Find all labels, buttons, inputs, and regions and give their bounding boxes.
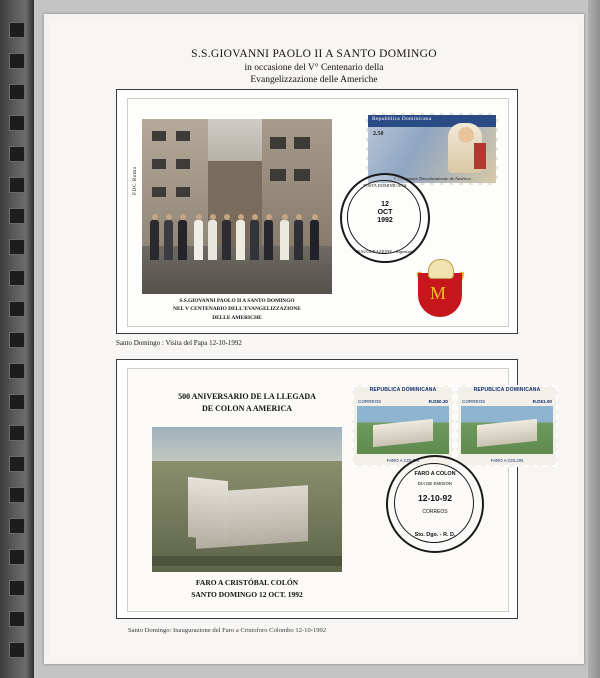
cover-panel-top bbox=[116, 89, 518, 334]
cover-bottom-caption-line2: SANTO DOMINGO 12 OCT. 1992 bbox=[191, 590, 303, 599]
photo-figure bbox=[294, 220, 303, 260]
binder-hole bbox=[9, 270, 25, 286]
papal-visit-photo bbox=[142, 119, 332, 294]
stamp-pope-face bbox=[458, 127, 474, 143]
album-sheet bbox=[44, 14, 584, 664]
stamp-1-country: REPUBLICA DOMINICANA bbox=[369, 387, 437, 393]
arms-monogram: M bbox=[430, 283, 447, 303]
binder-hole bbox=[9, 642, 25, 658]
photo-window bbox=[176, 187, 190, 197]
photo-figure bbox=[164, 220, 173, 260]
photo-window bbox=[152, 159, 166, 169]
stamp-1-footer: FARO A COLON bbox=[386, 458, 420, 463]
binder-hole bbox=[9, 208, 25, 224]
papal-tiara-icon bbox=[428, 259, 454, 279]
postmark-bottom-service: CORREOS bbox=[422, 509, 448, 515]
postmark-bottom-sub-text: DIA DE EMISION bbox=[417, 481, 453, 486]
caption-bottom: Santo Domingo: Inaugurazione del Faro a Cristoforo Colombo 12-10-1992 bbox=[128, 627, 327, 634]
photo-figure bbox=[310, 220, 319, 260]
photo2-road bbox=[152, 556, 342, 566]
photo-window bbox=[294, 137, 310, 149]
cover-bottom-title bbox=[152, 391, 342, 415]
postmark-bottom-origin: Sto. Dgo. - R. D. bbox=[414, 532, 456, 538]
photo-figure bbox=[222, 220, 231, 260]
photo-figure bbox=[264, 220, 273, 260]
postmark-bottom-date: 12-10-92 bbox=[417, 493, 453, 503]
fdc-envelope-top bbox=[127, 98, 509, 327]
postmark-year: 1992 bbox=[377, 217, 393, 225]
cover-bottom-caption-line1: FARO A CRISTÓBAL COLÓN bbox=[195, 578, 299, 587]
papal-coat-of-arms bbox=[410, 259, 470, 321]
binder-hole bbox=[9, 53, 25, 69]
binder-hole bbox=[9, 518, 25, 534]
binder-hole bbox=[9, 301, 25, 317]
binder-hole bbox=[9, 146, 25, 162]
cover-bottom-caption bbox=[152, 577, 342, 601]
binder-hole bbox=[9, 425, 25, 441]
photo-figure bbox=[280, 220, 289, 260]
photo-crowd bbox=[142, 204, 332, 260]
postmark-day: 12 bbox=[381, 201, 389, 208]
binder-hole bbox=[9, 332, 25, 348]
stamp-bottom-text: V Centenario Descubrimiento de América bbox=[393, 176, 471, 181]
photo2-sky bbox=[152, 427, 342, 461]
postmark-bottom-text: INAUGURAZIONE - Argentario bbox=[355, 249, 415, 254]
photo-figure bbox=[250, 220, 259, 260]
binder-hole bbox=[9, 611, 25, 627]
photo-figure bbox=[208, 220, 217, 260]
binder-hole bbox=[9, 394, 25, 410]
stamp-1-lighthouse bbox=[373, 419, 433, 447]
stamp-2-service: CORREOS bbox=[462, 399, 486, 404]
photo-window bbox=[294, 169, 310, 181]
photo-figure-pope bbox=[194, 220, 203, 260]
binder-hole bbox=[9, 115, 25, 131]
postmark-top bbox=[340, 173, 430, 263]
binder-hole-column bbox=[8, 22, 26, 662]
stamp-2-value: R.D$1.00 bbox=[532, 399, 552, 404]
cover-top-caption-line1: S.S.GIOVANNI PAOLO II A SANTO DOMINGO bbox=[179, 298, 295, 304]
photo-window bbox=[270, 137, 286, 149]
photo-figure bbox=[178, 220, 187, 260]
fdc-origin-label: FDC Roma bbox=[132, 166, 138, 195]
binder-hole bbox=[9, 84, 25, 100]
binder-hole bbox=[9, 363, 25, 379]
binder-hole bbox=[9, 487, 25, 503]
lighthouse-photo bbox=[152, 427, 342, 572]
postmark-bottom bbox=[386, 455, 484, 553]
page-title-line2: in occasione del V° Centenario della bbox=[244, 63, 384, 73]
photo-figure bbox=[150, 220, 159, 260]
postmark-top-text: POSTA DOMINICANA bbox=[363, 183, 407, 188]
binder-hole bbox=[9, 177, 25, 193]
fdc-envelope-bottom bbox=[127, 368, 552, 612]
page-title-line3: Evangelizzazione delle Americhe bbox=[250, 75, 378, 85]
stamp-value: 2.50 bbox=[373, 131, 384, 137]
photo-window bbox=[152, 187, 166, 197]
stamp-2-country: REPUBLICA DOMINICANA bbox=[473, 387, 541, 393]
stamp-1-artwork bbox=[357, 406, 449, 454]
photo-figure bbox=[236, 220, 245, 260]
stamp-2-lighthouse bbox=[477, 419, 537, 447]
cover-bottom-title-line2: DE COLON A AMERICA bbox=[201, 404, 292, 413]
postmark-month: OCT bbox=[377, 209, 393, 217]
caption-top: Santo Domingo : Visita del Papa 12-10-1992 bbox=[116, 339, 242, 347]
stamp-lighthouse-2 bbox=[456, 385, 558, 467]
page-title-line1: S.S.GIOVANNI PAOLO II A SANTO DOMINGO bbox=[191, 48, 437, 60]
cover-top-caption bbox=[142, 297, 332, 322]
cover-bottom-title-line1: 500 ANIVERSARIO DE LA LLEGADA bbox=[178, 392, 316, 401]
postmark-bottom-top-text: FARO A COLON bbox=[414, 471, 456, 477]
photo-window bbox=[176, 131, 190, 141]
stamp-1-service: CORREOS bbox=[358, 399, 382, 404]
stamp-red-robe bbox=[474, 143, 486, 169]
photo-window bbox=[152, 131, 166, 141]
page-title bbox=[44, 48, 584, 85]
cover-panel-bottom bbox=[116, 359, 552, 619]
cover-top-caption-line3: DELLE AMERICHE bbox=[212, 314, 262, 321]
binder-hole bbox=[9, 580, 25, 596]
stamp-1-value: R.D$0.30 bbox=[428, 399, 448, 404]
photo2-monument-wing bbox=[188, 477, 228, 541]
binder-hole bbox=[9, 549, 25, 565]
stamp-2-artwork bbox=[461, 406, 553, 454]
binder-hole bbox=[9, 239, 25, 255]
photo-window bbox=[270, 169, 286, 181]
photo-window bbox=[176, 159, 190, 169]
postmark-date bbox=[342, 201, 428, 225]
stamp-2-footer: FARO A COLON bbox=[490, 458, 524, 463]
cover-top-caption-line2: NEL V CENTENARIO DELL'EVANGELIZZAZIONE bbox=[173, 306, 301, 313]
binder-spine bbox=[0, 0, 34, 678]
stamp-country-label: Repubblica Dominicana bbox=[372, 116, 432, 122]
page-right-edge bbox=[588, 0, 600, 678]
binder-hole bbox=[9, 22, 25, 38]
arms-shield bbox=[418, 273, 462, 317]
binder-hole bbox=[9, 456, 25, 472]
